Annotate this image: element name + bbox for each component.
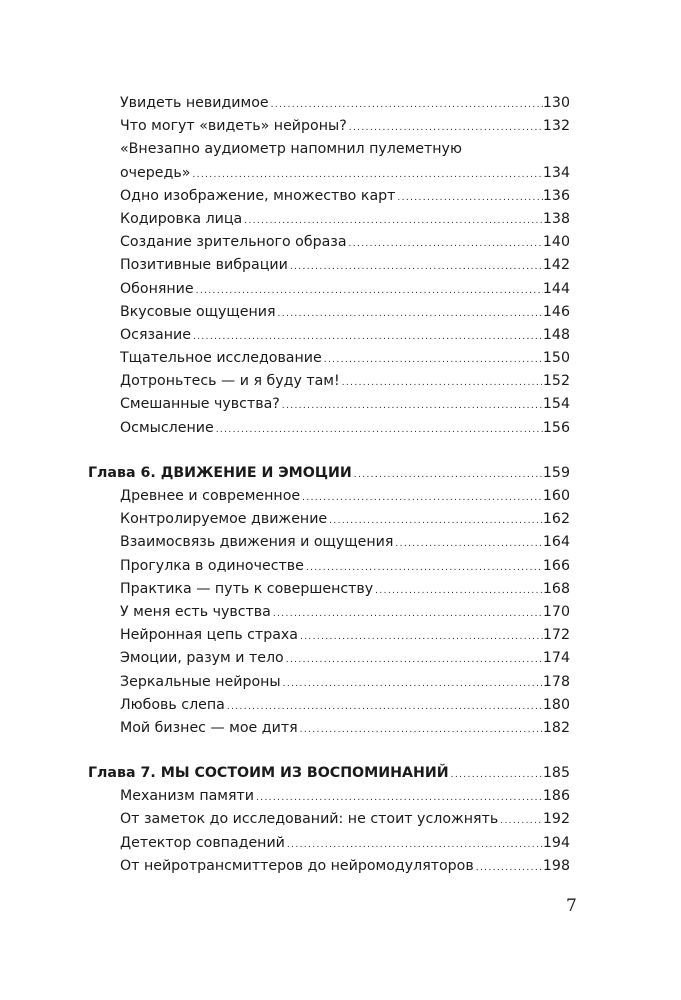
dot-leader (225, 694, 543, 719)
dot-leader (322, 347, 543, 372)
toc-entry (88, 717, 570, 740)
toc-entry (88, 393, 570, 416)
dot-leader (304, 555, 543, 580)
dot-leader (347, 115, 543, 140)
dot-leader (298, 624, 543, 649)
toc-entry (88, 347, 570, 370)
toc-entry (88, 185, 570, 208)
toc-entry-page: 146 (542, 303, 570, 320)
toc-entry-page: 130 (542, 95, 570, 111)
toc-entry (88, 624, 570, 647)
toc-entry-title: У меня есть чувства (120, 603, 271, 620)
toc-entry-page: 178 (542, 673, 570, 690)
toc-entry-title: Тщательное исследование (120, 350, 322, 367)
dot-leader (284, 647, 543, 672)
toc-entry-page: 140 (542, 234, 570, 251)
dot-leader (347, 231, 543, 256)
toc-entry-page: 180 (542, 696, 570, 713)
toc-entry-title: Контролируемое движение (120, 511, 328, 528)
toc-entry-title: Создание зрительного образа (120, 234, 347, 251)
toc-entry-page: 172 (542, 627, 570, 644)
toc-entry-title: Древнее и современное (120, 488, 301, 504)
toc-entry-page: 132 (542, 118, 570, 135)
toc-entry-page: 136 (542, 187, 570, 204)
dot-leader (288, 254, 543, 279)
dot-leader (300, 485, 543, 510)
toc-entry-line1 (88, 138, 570, 161)
toc-entry-title: Осмысление (120, 419, 214, 436)
toc-entry-page: 138 (542, 210, 570, 227)
dot-leader (498, 808, 543, 833)
toc-entry-title: Одно изображение, множество карт (120, 187, 396, 204)
toc-entry-page: 154 (542, 396, 570, 413)
toc-entry-title: Вкусовые ощущения (120, 303, 276, 320)
toc-entry-page: 168 (542, 580, 570, 597)
toc-entry-title: Осязание (120, 326, 191, 343)
toc-entry-title: Механизм памяти (120, 788, 255, 805)
dot-leader (269, 92, 543, 117)
dot-leader (327, 508, 543, 533)
toc-entry (88, 785, 570, 808)
toc-entry-title: Нейронная цепь страха (120, 627, 298, 644)
toc-entry-page: 164 (542, 534, 570, 551)
toc-entry-page: 150 (542, 350, 570, 367)
toc-entry (88, 694, 570, 717)
toc-entry-page: 162 (542, 511, 570, 528)
toc-entry-page: 182 (542, 719, 570, 736)
dot-leader (271, 601, 543, 626)
dot-leader (242, 208, 543, 233)
toc-entry (88, 115, 570, 138)
toc-entry-title: Что могут «видеть» нейроны? (120, 118, 347, 135)
toc-entry-title: Дотроньтесь — и я буду там! (120, 373, 340, 390)
dot-leader (285, 832, 543, 857)
toc-entry-page: 194 (542, 834, 570, 851)
dot-leader (395, 185, 542, 210)
dot-leader (373, 578, 543, 603)
toc-entry-page: 144 (542, 280, 570, 297)
dot-leader (254, 785, 543, 810)
toc-entry (88, 370, 570, 393)
chapter-page: 185 (542, 765, 570, 782)
dot-leader (214, 417, 543, 442)
toc-entry (88, 417, 570, 440)
toc-entry-page: 152 (542, 373, 570, 390)
toc-entry-title: Детектор совпадений (120, 834, 285, 851)
toc-entry-title: От заметок до исследований: не стоит усложнять (120, 811, 499, 828)
toc-entry-title: Смешанные чувства? (120, 396, 280, 413)
dot-leader (281, 671, 543, 696)
toc-entry-title: Прогулка в одиночестве (120, 557, 304, 574)
toc-entry (88, 208, 570, 231)
dot-leader (340, 370, 543, 395)
toc-entry-page: 160 (542, 488, 570, 504)
toc-entry (88, 92, 570, 115)
toc-entry (88, 324, 570, 347)
toc-entry-title: Кодировка лица (120, 210, 243, 227)
toc-entry-title: Зеркальные нейроны (120, 673, 281, 690)
toc-entry (88, 162, 570, 185)
toc-entry-page: 142 (542, 257, 570, 274)
toc-entry-title: Мой бизнес — мое дитя (120, 719, 298, 736)
toc-entry (88, 647, 570, 670)
dot-leader (191, 324, 543, 349)
toc-entry-title: От нейротрансмиттеров до нейромодуляторов (120, 857, 474, 874)
dot-leader (352, 462, 543, 487)
toc-entry-title: Практика — путь к совершенству (120, 580, 374, 597)
dot-leader (298, 717, 543, 742)
chapter-title: Глава 6. ДВИЖЕНИЕ И ЭМОЦИИ (88, 464, 352, 481)
dot-leader (276, 301, 543, 326)
toc-entry-title: Взаимосвязь движения и ощущения (120, 534, 394, 551)
toc-entry (88, 531, 570, 554)
toc-entry (88, 508, 570, 531)
toc-entry-title: Увидеть невидимое (120, 95, 269, 111)
dot-leader (280, 393, 543, 418)
toc-entry-page: 166 (542, 557, 570, 574)
toc-entry-page: 174 (542, 650, 570, 667)
dot-leader (393, 531, 542, 556)
chapter-page: 159 (542, 464, 570, 481)
toc-entry (88, 278, 570, 301)
toc-entry-title: Позитивные вибрации (120, 257, 288, 274)
toc-entry-page: 148 (542, 326, 570, 343)
toc-entry-title: Любовь слепа (120, 696, 225, 713)
toc-entry-page: 156 (542, 419, 570, 436)
toc-entry-title-line2: очередь» (120, 164, 191, 181)
toc-entry (88, 485, 570, 508)
toc-entry-page: 170 (542, 603, 570, 620)
dot-leader (190, 162, 543, 187)
chapter-title: Глава 7. МЫ СОСТОИМ ИЗ ВОСПОМИНАНИЙ (88, 765, 449, 782)
toc-entry-page: 186 (542, 788, 570, 805)
chapter-heading (88, 762, 570, 785)
toc-entry (88, 855, 570, 878)
toc-entry (88, 578, 570, 601)
chapter-heading (88, 462, 570, 485)
toc-entry (88, 832, 570, 855)
dot-leader (474, 855, 543, 880)
toc-entry (88, 601, 570, 624)
toc-entry-title-line1: «Внезапно аудиометр напомнил пулеметную (120, 141, 462, 158)
toc-entry-title: Обоняние (120, 280, 194, 297)
toc-entry (88, 808, 570, 831)
dot-leader (449, 762, 543, 787)
dot-leader (194, 278, 543, 303)
toc-entry (88, 555, 570, 578)
toc-entry (88, 671, 570, 694)
table-of-contents (88, 92, 570, 878)
toc-entry-page: 198 (542, 857, 570, 874)
toc-entry (88, 231, 570, 254)
toc-entry (88, 301, 570, 324)
page-number: 7 (566, 896, 577, 916)
toc-entry-page: 192 (542, 811, 570, 828)
toc-entry-page: 134 (542, 164, 570, 181)
toc-entry (88, 254, 570, 277)
toc-entry-title: Эмоции, разум и тело (120, 650, 284, 667)
